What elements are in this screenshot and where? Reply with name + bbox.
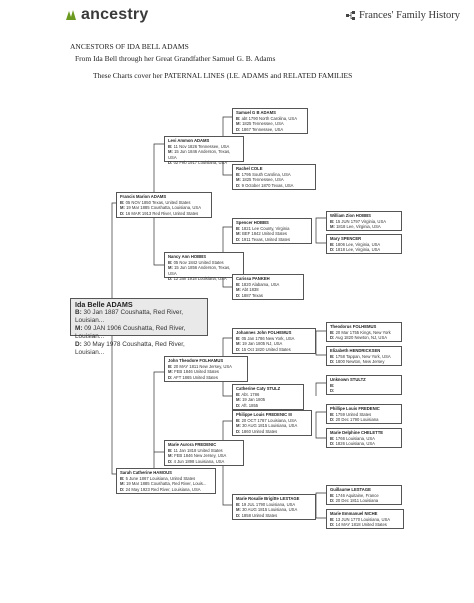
person-levi[interactable]: Levi Ammon ADAMS B: 11 Nov 1826 Tennessee, USA M: 15 Jun 1846 Anderson, Texas, USA D: 02 Feb 1917 Louisiana, USA bbox=[164, 136, 244, 162]
person-samuel[interactable]: Samuel G B ADAMS B: abt 1790 North Carolina, USA M: 1825 Tennessee, USA D: 1867 Tennessee, USA bbox=[232, 108, 308, 134]
person-marie-chelette[interactable]: Marie Delphine CHELETTE B: 1766 Louisiana, USA D: 1826 Louisiana, USA bbox=[326, 428, 402, 448]
death-event: D: 30 May 1978 Coushatta, Red River, Louisian... bbox=[75, 341, 185, 356]
person-theodorus[interactable]: Theodorus FOLHEMUS B: 20 Mar 1755 Kings, New York D: Aug 1820 Newton, NJ, USA bbox=[326, 322, 402, 342]
chart-note: These Charts cover her PATERNAL LINES (I.E. ADAMS and RELATED FAMILIES bbox=[93, 71, 353, 80]
person-philippe[interactable]: Philippe Louis FREDENIC III B: 20 OCT 1787 Louisiana, USA M: 30 AUG 1815 Louisiana, USA D: 1860 United States bbox=[232, 410, 312, 436]
chart-subtitle: From Ida Bell through her Great Grandfather Samuel G. B. Adams bbox=[75, 54, 276, 63]
person-mary[interactable]: Mary SPENCER B: 1806 Lee, Virginia, USA D: 1818 Lee, Virginia, USA bbox=[326, 234, 402, 254]
person-francis[interactable]: Francis Marion ADAMS B: 05 NOV 1850 Texas, United States M: 19 Mar 1885 Coushatta, Louisiana, USA D: 16 MAR 1913 Red River, United States bbox=[116, 192, 212, 218]
person-sarah[interactable]: Sarah Catherine HAMOUS B: 5 June 1867 Louisiana, United States M: 19 Mar 1885 Coushatta, Red River, Louis... D: 24 May 1923 Red River, Louisiana, USA bbox=[116, 468, 216, 494]
birth-event: B: 30 Jan 1887 Coushatta, Red River, Louisian... bbox=[75, 309, 184, 324]
person-guillaume[interactable]: Guillaume LESTAGE B: 1746 Aquitaine, France D: 20 Dec 1811 Louisiana bbox=[326, 485, 402, 505]
person-rachel[interactable]: Rachel COLE B: 1795 South Carolina, USA M: 1825 Tennessee, USA D: 9 October 1870 Texas, USA bbox=[232, 164, 316, 190]
person-phillipe-louis[interactable]: Phillipe Louis FREDENIC B: 1759 United States D: 20 Dec 1790 Louisiana bbox=[326, 404, 402, 424]
site-title-text: Frances' Family History bbox=[358, 10, 460, 21]
chart-title: ANCESTORS OF IDA BELL ADAMS bbox=[70, 42, 189, 51]
person-spencer[interactable]: Spencer HOBBS B: 1821 Lee County, Virginia M: BEF 1842 United States D: 1911 Texas, United States bbox=[232, 218, 312, 244]
person-elizabeth[interactable]: Elizabeth HENDRICKSEN B: 1758 Tappan, New York, USA D: 1800 Newton, New Jersey bbox=[326, 346, 402, 366]
person-nancy[interactable]: Nancy Ann HOBBS B: 05 Nov 1842 United States M: 15 Jun 1856 Anderson, Texas, USA D: 12 Jan 1918 Louisiana, USA bbox=[164, 252, 244, 278]
person-marie-aurora[interactable]: Marie Aurora FREDENIC B: 11 Jan 1818 United States M: FEB 1846 New Jersey, USA D: 4 Jun 1898 Louisiana, USA bbox=[164, 440, 244, 466]
person-emmanuel[interactable]: Marie Emmanuel NICHE B: 13 JUN 1770 Louisiana, USA D: 14 MAY 1818 United States bbox=[326, 509, 404, 529]
person-johannes[interactable]: Johannes John FOLHEMUS B: 05 Jan 1786 New York, USA M: 19 Jan 1805 NJ, USA D: 15 Oct 1820 United States bbox=[232, 328, 316, 354]
person-catherine[interactable]: Catherine Caty STULZ B: Abt. 1786 M: 19 Jan 1805 D: Aft. 1855 bbox=[232, 384, 304, 410]
person-carissa[interactable]: Carissa PANKEH B: 1820 Alabama, USA M: Abt 1838 D: 1887 Texas bbox=[232, 274, 304, 300]
person-unknown-stultz[interactable]: Unknown STULTZ B: D: bbox=[326, 375, 402, 395]
person-william[interactable]: William Zion HOBBS B: 15 JUN 1797 Virginia, USA M: 1818 Lee, Virginia, USA bbox=[326, 211, 402, 231]
marriage-event: M: 09 JAN 1906 Coushatta, Red River, Louisian... bbox=[75, 325, 186, 340]
person-john-theodore[interactable]: John Theodore FOLHAMUS B: 20 MAY 1811 New Jersey, USA M: FEB 1846 United States D: AFT 1865 United States bbox=[164, 356, 248, 382]
person-root[interactable] bbox=[70, 298, 208, 356]
person-name: Ida Belle ADAMS bbox=[75, 300, 133, 309]
logo-text: ancestry bbox=[81, 6, 149, 23]
person-rosalie[interactable]: Marie Rosalie Brigitte LESTAGE B: 19 JUL 1790 Louisiana, USA M: 30 AUG 1815 Louisiana, USA D: 1858 United States bbox=[232, 494, 316, 520]
